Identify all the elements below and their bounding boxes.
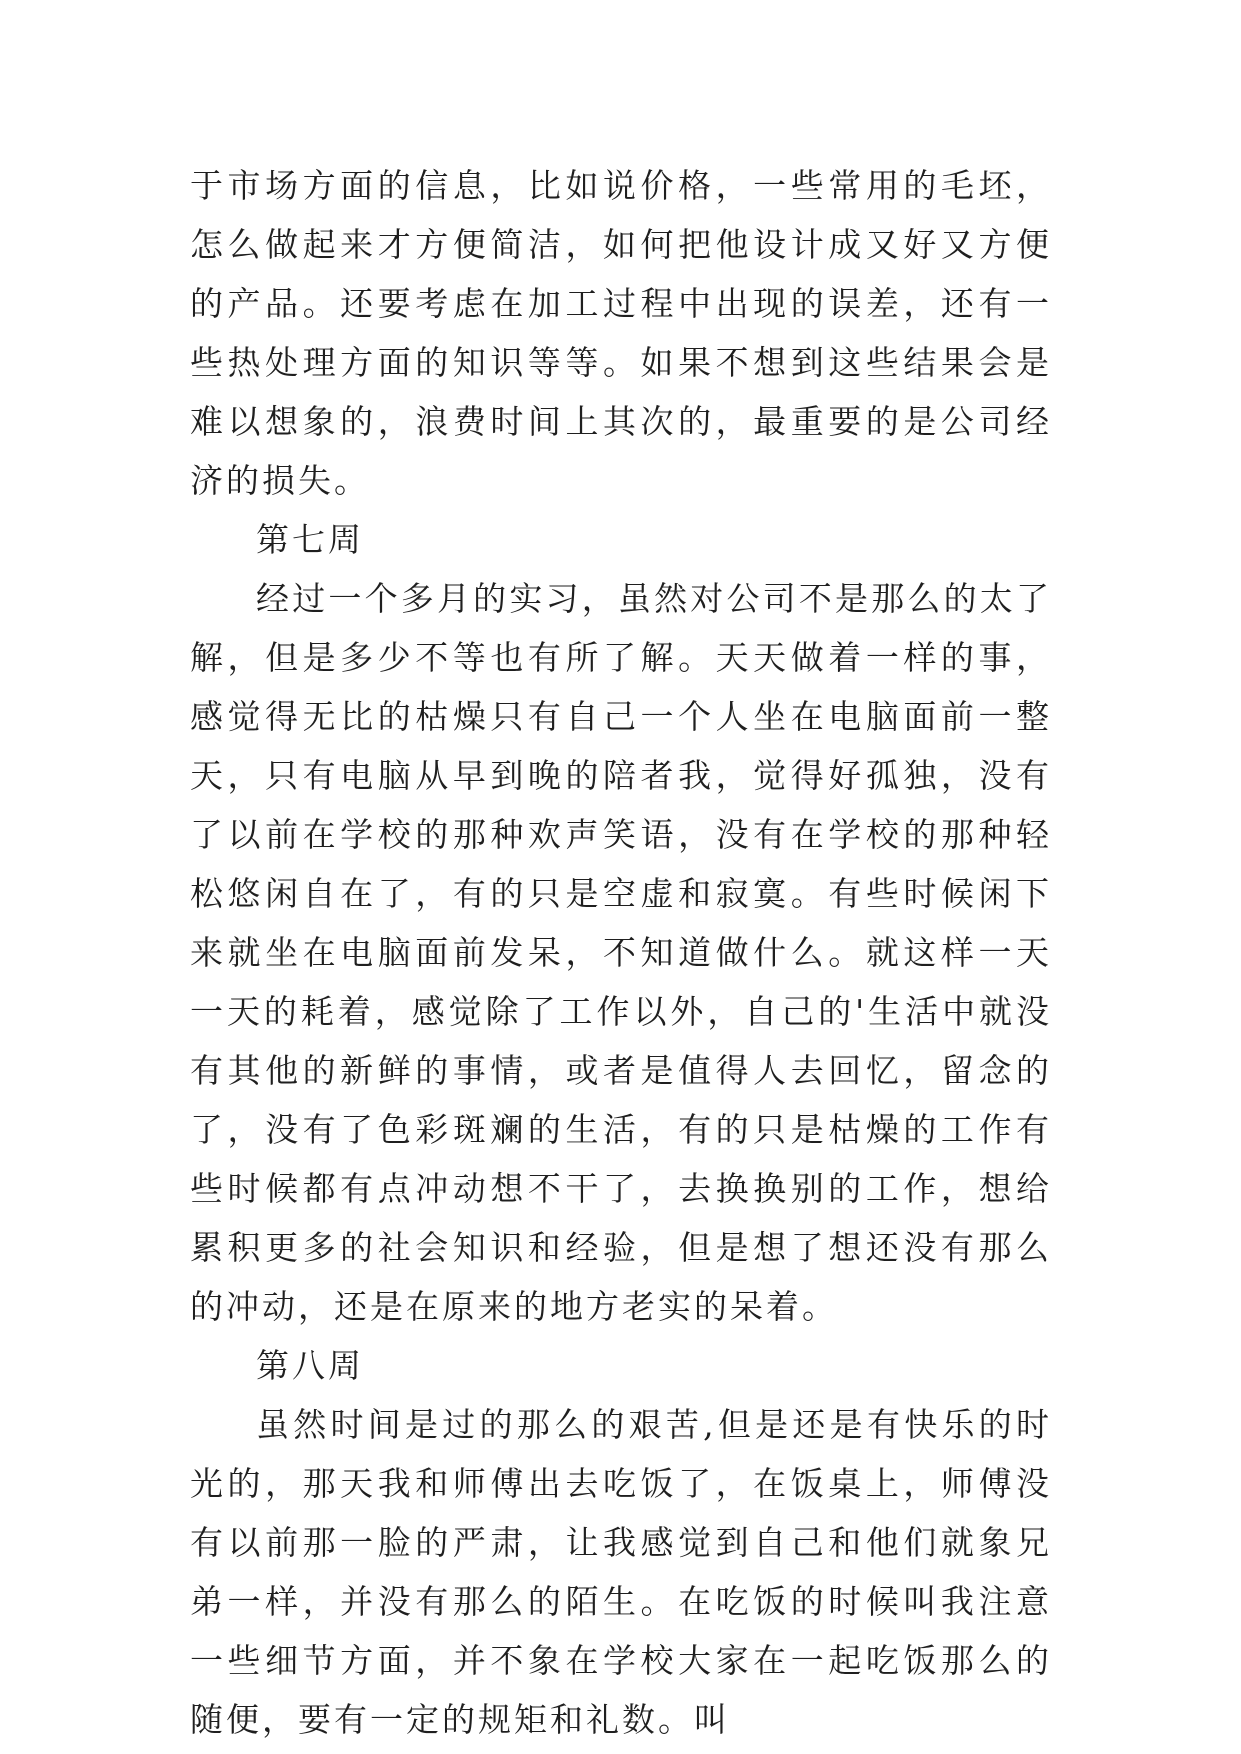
- paragraph-week-7: 经过一个多月的实习，虽然对公司不是那么的太了解，但是多少不等也有所了解。天天做着一样的事，感觉得无比的枯燥只有自己一个人坐在电脑面前一整天，只有电脑从早到晚的陪者我，觉得好孤独，没有了以前在学校的那种欢声笑语，没有在学校的那种轻松悠闲自在了，有的只是空虚和寂寞。有些时候闲下来就坐在电脑面前发呆，不知道做什么。就这样一天一天的耗着，感觉除了工作以外，自己的'生活中就没有其他的新鲜的事情，或者是值得人去回忆，留念的了，没有了色彩斑斓的生活，有的只是枯燥的工作有些时候都有点冲动想不干了，去换换别的工作，想给累积更多的社会知识和经验，但是想了想还没有那么的冲动，还是在原来的地方老实的呆着。: [190, 579, 1052, 1326]
- heading-week-8: 第八周: [256, 1346, 364, 1385]
- paragraph-week-8: 虽然时间是过的那么的艰苦,但是还是有快乐的时光的，那天我和师傅出去吃饭了，在饭桌上，师傅没有以前那一脸的严肃，让我感觉到自己和他们就象兄弟一样，并没有那么的陌生。在吃饭的时候叫我注意一些细节方面，并不象在学校大家在一起吃饭那么的随便，要有一定的规矩和礼数。叫: [190, 1405, 1052, 1739]
- paragraph-continuation: 于市场方面的信息，比如说价格，一些常用的毛坯，怎么做起来才方便简洁，如何把他设计成又好又方便的产品。还要考虑在加工过程中出现的误差，还有一些热处理方面的知识等等。如果不想到这些结果会是难以想象的，浪费时间上其次的，最重要的是公司经济的损失。: [190, 166, 1052, 500]
- body-text: [190, 156, 1052, 1749]
- heading-week-7: 第七周: [256, 520, 364, 559]
